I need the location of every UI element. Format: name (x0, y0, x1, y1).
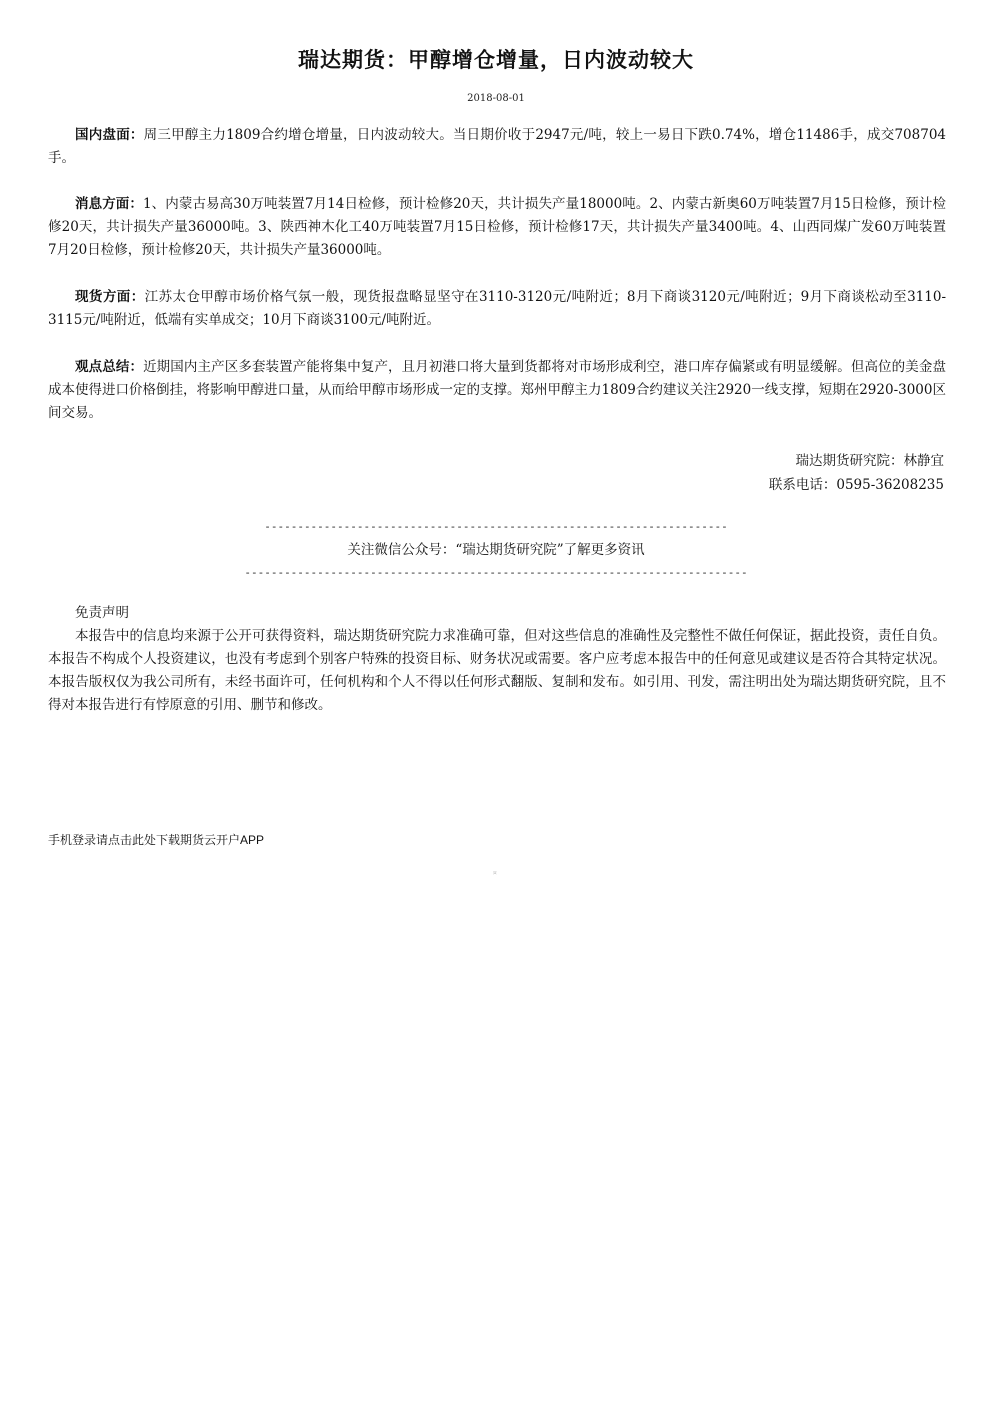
section-label: 观点总结： (75, 359, 144, 375)
section-text: 近期国内主产区多套装置产能将集中复产，且月初港口将大量到货都将对市场形成利空，港口库存偏紧或有明显缓解。但高位的美金盘成本使得进口价格倒挂，将影响甲醇进口量，从而给甲醇市场形成一定的支撑。郑州甲醇主力1809合约建议关注2920一线支撑，短期在2920-3000区间交易。 (48, 359, 947, 421)
author-name: 瑞达期货研究院：林静宜 (795, 453, 944, 469)
section-text: 1、内蒙古易高30万吨装置7月14日检修，预计检修20天，共计损失产量18000吨。2、内蒙古新奥60万吨装置7月15日检修，预计检修20天，共计损失产量36000吨。3、陕西神木化工40万吨装置7月15日检修，预计检修17天，共计损失产量3400吨。4、山西同煤广发60万吨装置7月20日检修，预计检修20天，共计损失产量36000吨。 (48, 196, 946, 258)
divider-bottom: ---------------------------------------------------------------------------- (244, 566, 748, 579)
app-download-link[interactable]: 手机登录请点击此处下载期货云开户APP (48, 833, 265, 847)
page-title: 瑞达期货：甲醇增仓增量，日内波动较大 (298, 47, 694, 72)
disclaimer-title: 免责声明 (75, 605, 129, 621)
disclaimer-body: 本报告中的信息均来源于公开可获得资料，瑞达期货研究院力求准确可靠，但对这些信息的准确性及完整性不做任何保证，据此投资，责任自负。本报告不构成个人投资建议，也没有考虑到个别客户特殊的投资目标、财务状况或需要。客户应考虑本报告中的任何意见或建议是否符合其特定状况。本报告版权仅为我公司所有，未经书面许可，任何机构和个人不得以任何形式翻版、复制和发布。如引用、刊发，需注明出处为瑞达期货研究院，且不得对本报告进行有悖原意的引用、删节和修改。 (48, 628, 946, 713)
section-spot (48, 286, 946, 332)
tiny-mark: ¤ (493, 870, 497, 877)
report-date: 2018-08-01 (467, 93, 525, 104)
section-label: 消息方面： (75, 196, 143, 212)
section-label: 现货方面： (75, 289, 145, 305)
section-summary (48, 356, 946, 425)
author-block (769, 449, 944, 497)
author-phone: 联系电话：0595-36208235 (768, 477, 944, 493)
section-domestic-market (48, 124, 946, 170)
section-label: 国内盘面： (75, 127, 144, 143)
section-news (48, 193, 946, 262)
divider-top: ---------------------------------------------------------------------- (264, 520, 728, 533)
section-text: 周三甲醇主力1809合约增仓增量，日内波动较大。当日期价收于2947元/吨，较上一易日下跌0.74%，增仓11486手，成交708704手。 (48, 127, 946, 166)
section-text: 江苏太仓甲醇市场价格气氛一般，现货报盘略显坚守在3110-3120元/吨附近；8月下商谈3120元/吨附近；9月下商谈松动至3110-3115元/吨附近，低端有实单成交；10月下商谈3100元/吨附近。 (48, 289, 947, 328)
wechat-notice: 关注微信公众号：“瑞达期货研究院”了解更多资讯 (347, 542, 645, 558)
